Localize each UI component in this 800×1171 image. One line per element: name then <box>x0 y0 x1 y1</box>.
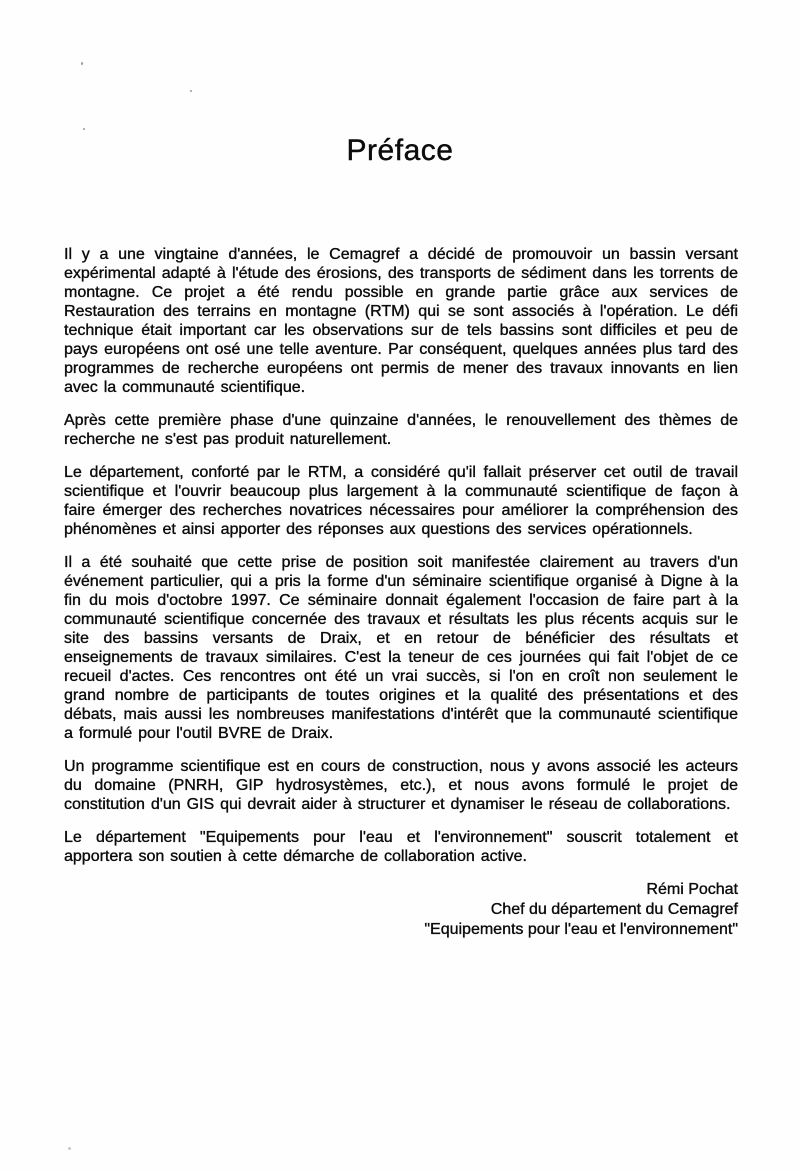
paragraph-intro: Il y a une vingtaine d'années, le Cemagref a décidé de promouvoir un bassin versant expérimental adapté à l'étude des érosions, des transports de sédiment dans les torrents de montagne. Ce projet a été rendu possible en grande partie grâce aux services de Restauration des terrains en montagne (RTM) qui se sont associés à l'opération. Le défi technique était important car les observations sur de tels bassins sont difficiles et peu de pays européens ont osé une telle aventure. Par conséquent, quelques années plus tard des programmes de recherche européens ont permis de mener des travaux innovants en lien avec la communauté scientifique. <box>64 246 738 396</box>
paragraph-program: Un programme scientifique est en cours de construction, nous y avons associé les acteurs du domaine (PNRH, GIP hydrosystèmes, etc.), et nous avons formulé le projet de constitution d'un GIS qui devrait aider à structurer et dynamiser le réseau de collaborations. <box>64 758 738 813</box>
signature-block <box>0 880 800 940</box>
scan-speck <box>190 90 192 92</box>
preface-body <box>0 245 800 866</box>
signature-role: Chef du département du Cemagref <box>490 901 738 918</box>
page-title: Préface <box>346 134 454 167</box>
paragraph-support: Le département "Equipements pour l'eau et l'environnement" souscrit totalement et apportera son soutien à cette démarche de collaboration active. <box>64 829 738 865</box>
scan-speck <box>81 62 83 65</box>
paragraph-seminar: Il a été souhaité que cette prise de position soit manifestée clairement au travers d'un événement particulier, qui a pris la forme d'un séminaire scientifique organisé à Digne à la fin du mois d'octobre 1997. Ce séminaire donnait également l'occasion de faire part à la communauté scientifique concernée des travaux et résultats les plus récents acquis sur le site des bassins versants de Draix, et en retour de bénéficier des résultats et enseignements de travaux similaires. C'est la teneur de ces journées qui fait l'objet de ce recueil d'actes. Ces rencontres ont été un vrai succès, si l'on en croît non seulement le grand nombre de participants de toutes origines et la qualité des présentations et des débats, mais aussi les nombreuses manifestations d'intérêt que la communauté scientifique a formulé pour l'outil BVRE de Draix. <box>64 554 738 742</box>
scan-speck <box>68 1147 71 1150</box>
paragraph-renewal: Après cette première phase d'une quinzaine d'années, le renouvellement des thèmes de recherche ne s'est pas produit naturellement. <box>64 412 738 448</box>
signature-name: Rémi Pochat <box>646 881 738 898</box>
paragraph-department-position: Le département, conforté par le RTM, a considéré qu'il fallait préserver cet outil de travail scientifique et l'ouvrir beaucoup plus largement à la communauté scientifique de façon à faire émerger des recherches novatrices nécessaires pour améliorer la compréhension des phénomènes et ainsi apporter des réponses aux questions des services opérationnels. <box>64 464 738 538</box>
scan-speck <box>83 128 85 130</box>
signature-department: "Equipements pour l'eau et l'environnement" <box>424 921 738 938</box>
